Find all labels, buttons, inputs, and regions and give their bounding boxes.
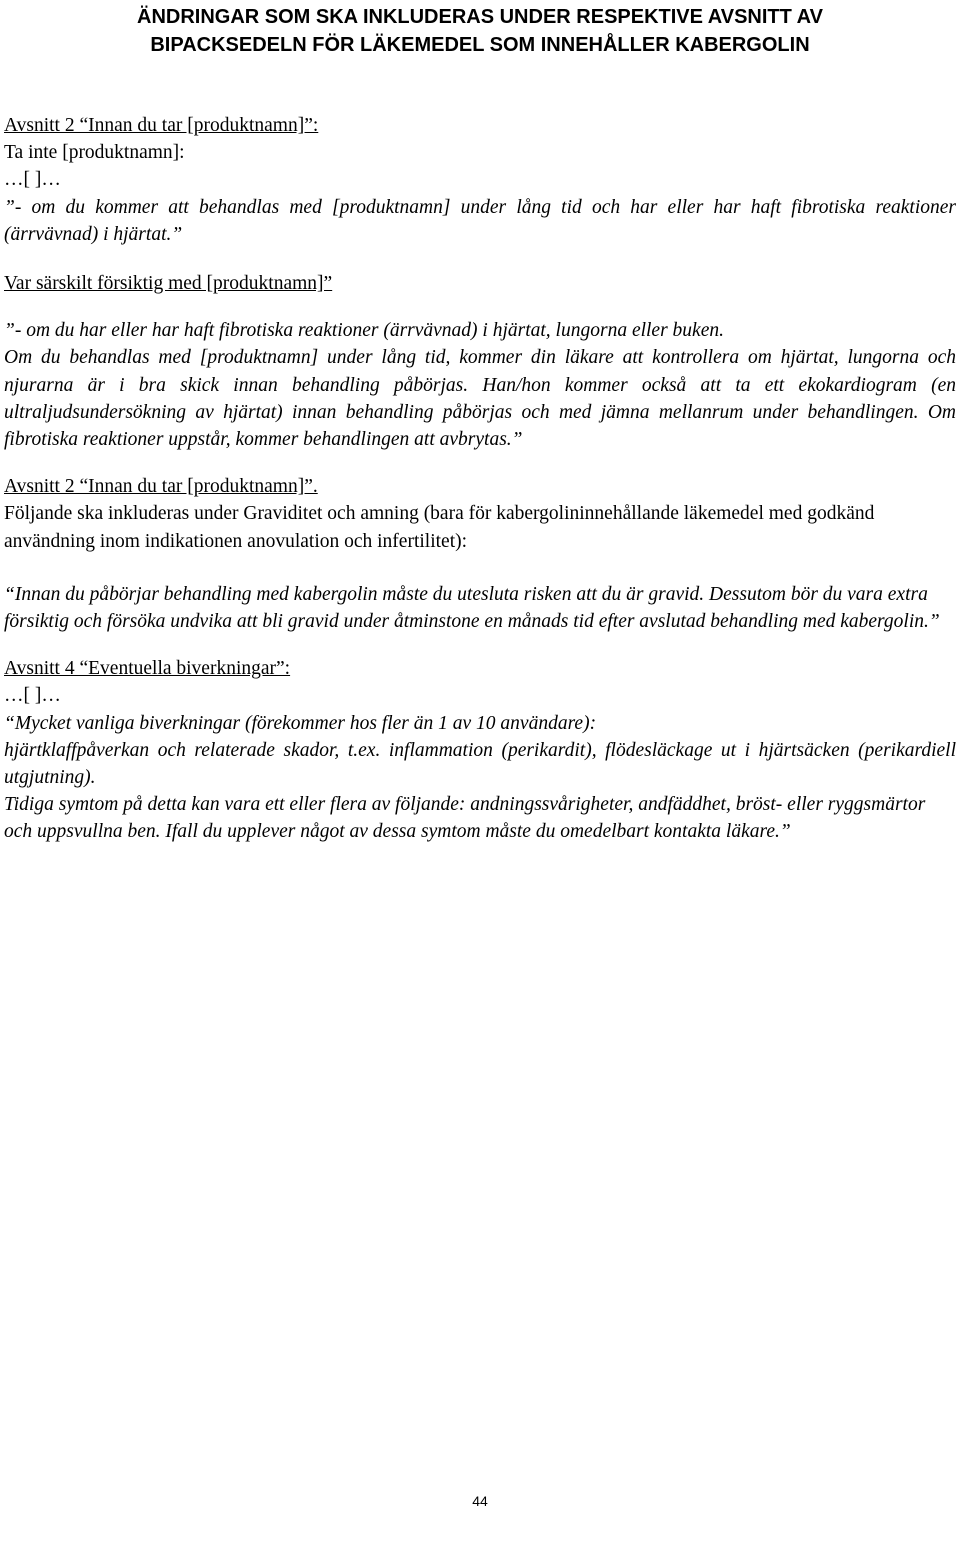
section-4-heading: Avsnitt 4 “Eventuella biverkningar”: (4, 658, 291, 680)
contraindication-bullet: ”- om du kommer att behandlas med [produktnamn] under lång tid och har eller har haft fibrotiska reaktioner (ärrvävnad) i hjärtat.” (4, 196, 956, 245)
caution-bullet: ”- om du har eller har haft fibrotiska reaktioner (ärrvävnad) i hjärtat, lungorna eller buken. (4, 320, 724, 342)
side-effect-text: hjärtklaffpåverkan och relaterade skador, t.ex. inflammation (perikardit), flödesläckage ut i hjärtsäcken (perikardiell utgjutning). (4, 739, 956, 789)
symptoms-text: Tidiga symtom på detta kan vara ett eller flera av följande: andningssvårigheter, andfäddhet, bröst- eller ryggsmärtor och uppsvullna ben. Ifall du upplever något av dessa symtom måste du omedelbart kontakta läkare.” (4, 794, 926, 843)
omission-marker-2: …[ ]… (4, 685, 61, 707)
document-body (4, 112, 956, 846)
pregnancy-text: “Innan du påbörjar behandling med kabergolin måste du utesluta risken att du är gravid. Dessutom bör du vara extra försiktig och försöka undvika att bli gravid under åtminstone en månads tid efter avslutad behandling med kabergolin.” (4, 583, 940, 633)
pregnancy-intro: Följande ska inkluderas under Graviditet och amning (bara för kabergolininnehållande läkemedel med godkänd användning inom indikationen anovulation och infertilitet): (4, 503, 875, 552)
section-2-subheading: Ta inte [produktnamn]: (4, 142, 185, 164)
document-title (0, 3, 960, 59)
page-number: 44 (472, 1493, 488, 1509)
section-2-heading: Avsnitt 2 “Innan du tar [produktnamn]”: (4, 115, 319, 136)
title-line-1: ÄNDRINGAR SOM SKA INKLUDERAS UNDER RESPEKTIVE AVSNITT AV (137, 6, 823, 28)
caution-paragraph: Om du behandlas med [produktnamn] under lång tid, kommer din läkare att kontrollera om hjärtat, lungorna och njurarna är i bra skick innan behandling påbörjas. Han/hon kommer också att ta ett ekokardiogram (en ultraljudsundersökning av hjärtat) innan behandling påbörjas och med jämna mellanrum under behandlingen. Om fibrotiska reaktioner uppstår, kommer behandlingen att avbrytas.” (4, 347, 956, 451)
frequency-heading: “Mycket vanliga biverkningar (förekommer hos fler än 1 av 10 användare): (4, 712, 597, 734)
section-2-heading-repeat: Avsnitt 2 “Innan du tar [produktnamn]”. (4, 476, 318, 498)
omission-marker: …[ ]… (4, 169, 61, 191)
title-line-2: BIPACKSEDELN FÖR LÄKEMEDEL SOM INNEHÅLLER KABERGOLIN (150, 34, 810, 56)
caution-heading: Var särskilt försiktig med [produktnamn]” (4, 273, 333, 295)
